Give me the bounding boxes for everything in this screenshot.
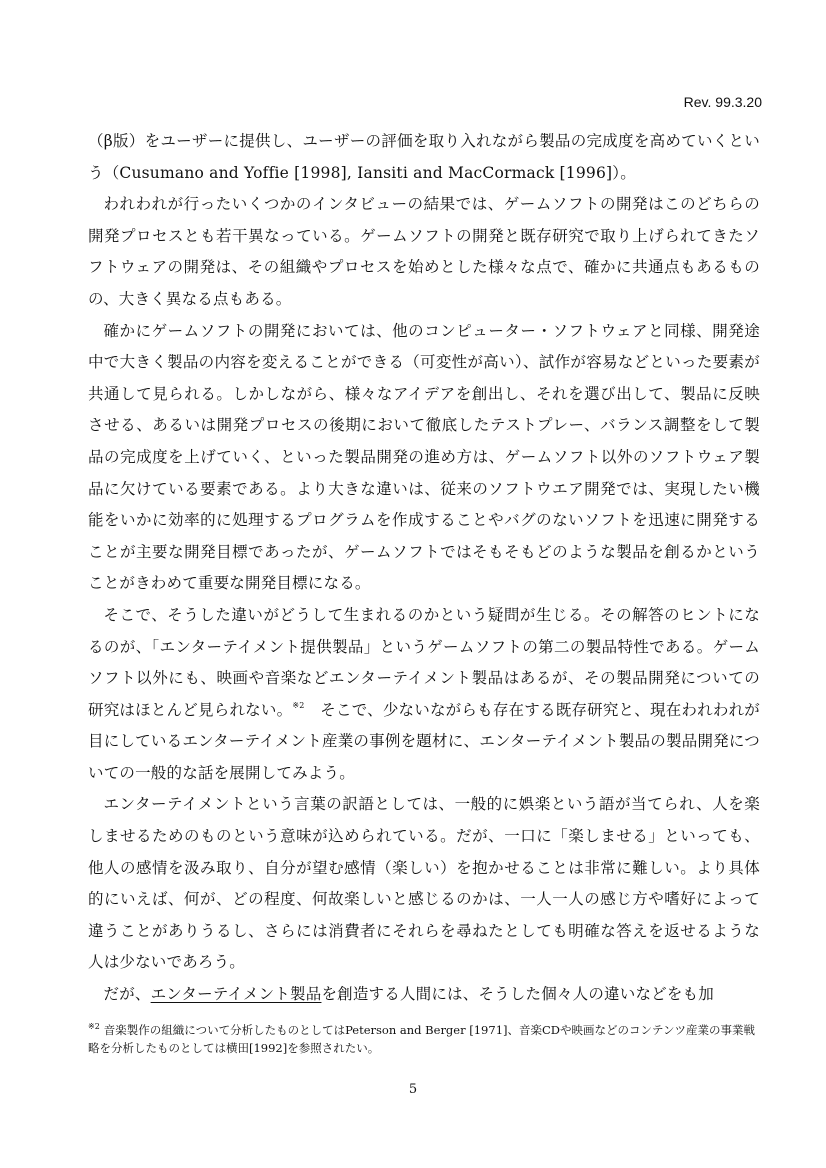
paragraph-4-after: そこで、少ないながらも存在する既存研究と、現在われわれが目にしているエンターテイメント産業の事例を題材に、エンターテイメント製品の製品開発についての一般的な話を展開してみよう。 bbox=[88, 700, 760, 782]
paragraph-5: エンターテイメントという言葉の訳語としては、一般的に娯楽という語が当てられ、人を楽しませるためのものという意味が込められている。だが、一口に「楽しませる」といっても、他人の感情を汲み取り、自分が望む感情（楽しい）を抱かせることは非常に難しい。より具体的にいえば、何が、どの程度、何故楽しいと感じるのかは、一人一人の感じ方や嗜好によって違うことがありうるし、さらには消費者にそれらを尋ねたとしても明確な答えを返せるような人は少ないであろう。 bbox=[88, 795, 760, 972]
page-number: 5 bbox=[408, 1082, 418, 1097]
footnote bbox=[88, 1018, 760, 1057]
footnote-text: 音楽製作の組織について分析したものとしてはPeterson and Berger [1971]、音楽CDや映画などのコンテンツ産業の事業戦略を分析したものとしては横田[1992]を参照されたい。 bbox=[88, 1023, 755, 1055]
paragraph-6 bbox=[88, 979, 760, 1011]
underlined-term: エンターテイメント製品 bbox=[150, 985, 322, 1004]
paragraph-3: 確かにゲームソフトの開発においては、他のコンピューター・ソフトウェアと同様、開発途中で大きく製品の内容を変えることができる（可変性が高い）、試作が容易などといった要素が共通して見られる。しかしながら、様々なアイデアを創出し、それを選び出して、製品に反映させる、あるいは開発プロセスの後期において徹底したテストプレー、バランス調整をして製品の完成度を上げていく、といった製品開発の進め方は、ゲームソフト以外のソフトウェア製品に欠けている要素である。より大きな違いは、従来のソフトウエア開発では、実現したい機能をいかに効率的に処理するプログラムを作成することやバグのないソフトを迅速に開発することが主要な開発目標であったが、ゲームソフトではそもそもどのような製品を創るかということがきわめて重要な開発目標になる。 bbox=[88, 321, 760, 593]
footnote-reference: ※2 bbox=[292, 700, 305, 710]
paragraph-1: （β版）をユーザーに提供し、ユーザーの評価を取り入れながら製品の完成度を高めていくという（Cusumano and Yoffie [1998], Iansiti and MacCormack [1996]）。 bbox=[88, 132, 760, 182]
paragraph-4 bbox=[88, 600, 760, 790]
paragraph-6-before: だが、 bbox=[103, 985, 151, 1004]
paragraph-6-after: を創造する人間には、そうした個々人の違いなどをも加 bbox=[321, 985, 714, 1004]
footnote-mark: ※2 bbox=[88, 1022, 100, 1031]
body-text bbox=[88, 126, 760, 1011]
paragraph-2: われわれが行ったいくつかのインタビューの結果では、ゲームソフトの開発はこのどちらの開発プロセスとも若干異なっている。ゲームソフトの開発と既存研究で取り上げられてきたソフトウェアの開発は、その組織やプロセスを始めとした様々な点で、確かに共通点もあるものの、大きく異なる点もある。 bbox=[88, 195, 760, 308]
paragraph-4-before: そこで、そうした違いがどうして生まれるのかという疑問が生じる。その解答のヒントになるのが、「エンターテイメント提供製品」というゲームソフトの第二の製品特性である。ゲームソフト以外にも、映画や音楽などエンターテイメント製品はあるが、その製品開発についての研究はほとんど見られない。 bbox=[88, 605, 760, 719]
revision-label: Rev. 99.3.20 bbox=[683, 94, 762, 110]
